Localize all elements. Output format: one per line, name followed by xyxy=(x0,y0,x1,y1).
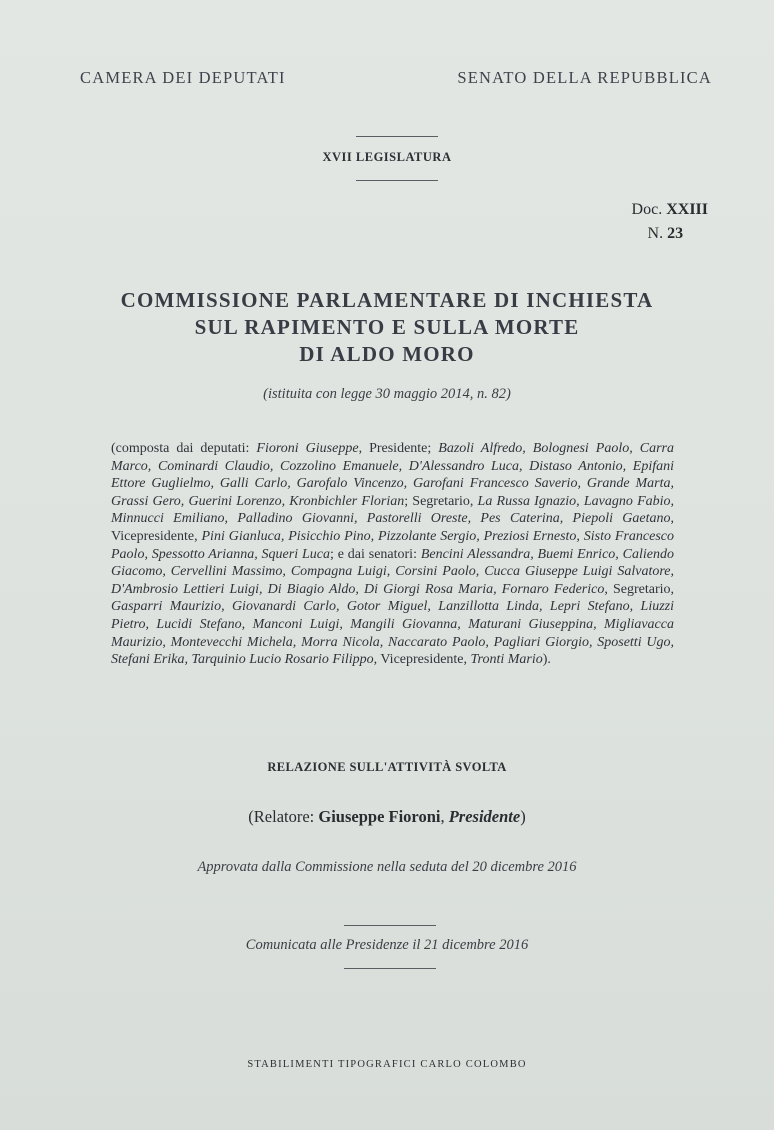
role-text: , Vicepresidente, xyxy=(373,652,471,668)
deputies-list: Pini Gianluca, Pisicchio Pino, Pizzolante Sergio, Preziosi Ernesto, Sisto Francesco Paolo, Spessotto Arianna, Squeri Luca xyxy=(111,528,674,562)
role-text: , Presidente; xyxy=(358,441,439,456)
doc-label: Doc. xyxy=(631,201,663,218)
rapporteur xyxy=(0,807,774,827)
senators-list: Tronti Mario xyxy=(470,652,543,668)
role-text: ; Segretario, xyxy=(404,493,478,509)
header-camera: CAMERA DEI DEPUTATI xyxy=(80,68,286,87)
doc-code: XXIII xyxy=(666,201,708,218)
title-line: DI ALDO MORO xyxy=(299,342,475,366)
institution-law: (istituita con legge 30 maggio 2014, n. 82) xyxy=(263,386,511,402)
divider xyxy=(356,136,438,137)
role-text: , Segretario, xyxy=(604,581,675,597)
commission-composition xyxy=(111,440,674,669)
composition-close: ). xyxy=(542,652,551,668)
deputies-list: La Russa Ignazio, Lavagno Fabio, Minnucci Emiliano, Palladino Giovanni, Pastorelli Oreste, Pes Caterina, Piepoli Gaetano xyxy=(111,493,675,527)
doc-number: 23 xyxy=(667,225,684,242)
deputies-list: Bazoli Alfredo, Bolognesi Paolo, Carra Marco, Cominardi Claudio, Cozzolino Emanuele, D'Alessandro Luca, Distaso Antonio, Epifani Ettore Guglielmo, Galli Carlo, Garofalo Vincenzo, Garofani Francesco Saverio, Grande Marta, Grassi Gero, Guerini Lorenzo, Kronbichler Florian xyxy=(111,441,674,509)
senators-list: Bencini Alessandra, Buemi Enrico, Caliendo Giacomo, Cervellini Massimo, Compagna Luigi, Corsini Paolo, Cucca Giuseppe Luigi Salvatore, D'Ambrosio Lettieri Luigi, Di Biagio Aldo, Di Giorgi Rosa Maria, Fornaro Federico xyxy=(111,546,674,597)
legislature-label: XVII LEGISLATURA xyxy=(322,150,452,164)
rapporteur-role: Presidente xyxy=(448,807,521,826)
divider xyxy=(344,968,436,969)
title-line: COMMISSIONE PARLAMENTARE DI INCHIESTA xyxy=(120,288,654,312)
senators-list: Gasparri Maurizio, Giovanardi Carlo, Gotor Miguel, Lanzillotta Linda, Lepri Stefano, Liuzzi Pietro, Lucidi Stefano, Manconi Luigi, Mangili Giovanna, Maturani Giuseppina, Migliavacca Maurizio, Montevecchi Michela, Morra Nicola, Naccarato Paolo, Pagliari Giorgio, Sposetti Ugo, Stefani Erika, Tarquinio Lucio Rosario Filippo xyxy=(111,599,674,668)
president-name: Fioroni Giuseppe xyxy=(256,441,359,456)
communication-note: Comunicata alle Presidenze il 21 dicembre 2016 xyxy=(245,937,529,953)
doc-reference xyxy=(632,198,708,246)
page-title xyxy=(0,287,774,368)
approval-note: Approvata dalla Commissione nella seduta del 20 dicembre 2016 xyxy=(197,859,577,875)
rapporteur-close: ) xyxy=(520,807,526,826)
rapporteur-sep: , xyxy=(440,807,449,826)
senators-intro: ; e dai senatori: xyxy=(329,546,421,562)
doc-number-label: N. xyxy=(647,225,664,242)
divider xyxy=(356,180,438,181)
header-senato: SENATO DELLA REPUBBLICA xyxy=(457,68,712,87)
role-text: , Vicepresidente, xyxy=(111,511,674,544)
title-line: SUL RAPIMENTO E SULLA MORTE xyxy=(194,315,580,339)
rapporteur-name: Giuseppe Fioroni xyxy=(318,807,441,826)
divider xyxy=(344,925,436,926)
rapporteur-open: (Relatore: xyxy=(248,807,319,826)
printer-imprint: STABILIMENTI TIPOGRAFICI CARLO COLOMBO xyxy=(247,1059,527,1070)
composition-open: (composta dai deputati: xyxy=(111,441,257,456)
report-title: RELAZIONE SULL'ATTIVITÀ SVOLTA xyxy=(267,760,507,774)
